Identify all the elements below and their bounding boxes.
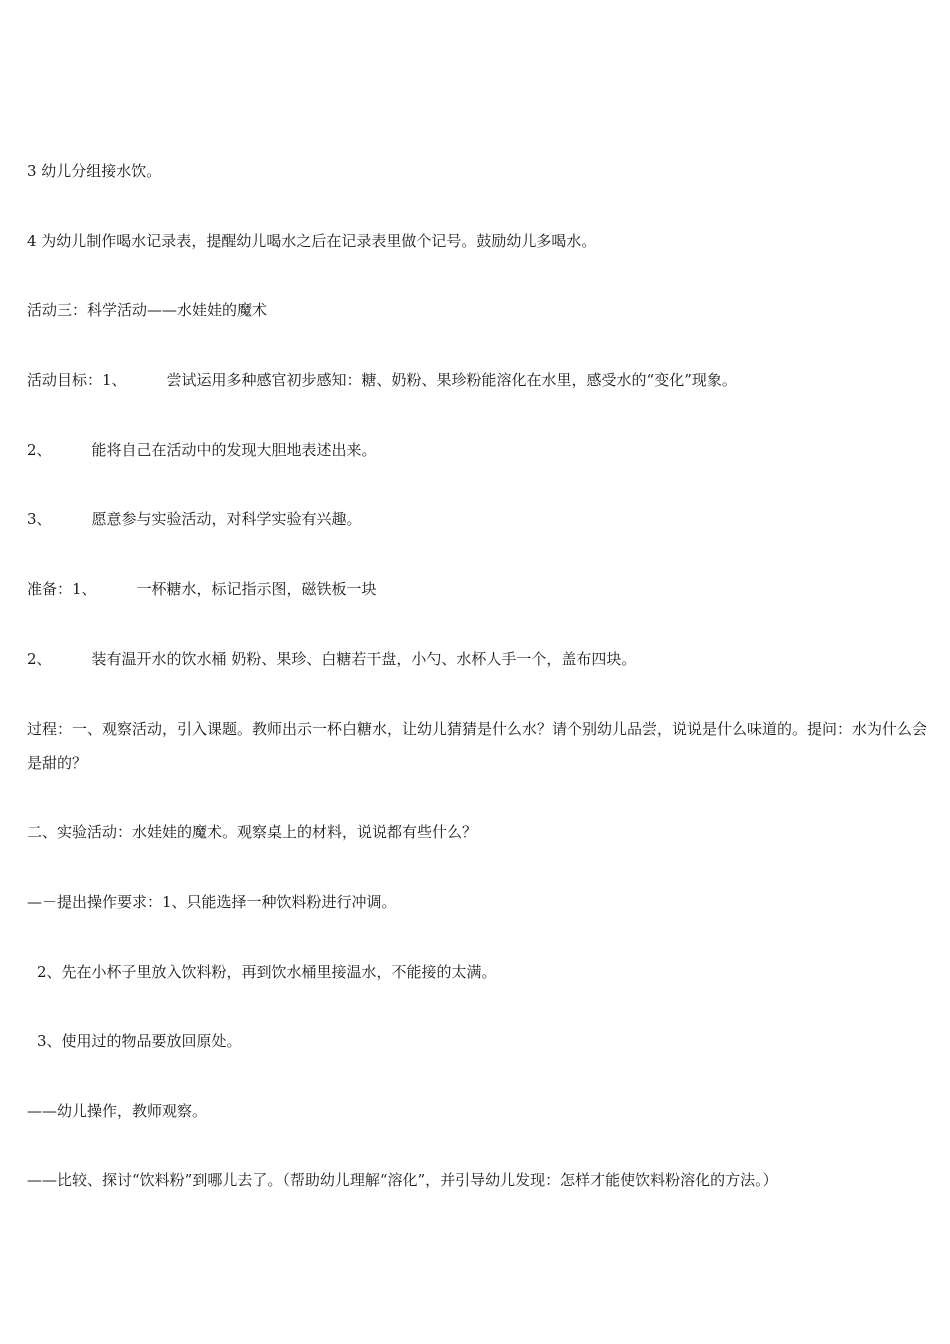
goal-2-label: 2、 bbox=[27, 441, 52, 459]
step-4-paragraph bbox=[27, 224, 927, 258]
process-text: 过程：一、观察活动，引入课题。教师出示一杯白糖水，让幼儿猜猜是什么水？请个别幼儿品尝，说说是什么味道的。提问：水为什么会是甜的？ bbox=[27, 720, 928, 772]
step-3-paragraph bbox=[27, 154, 927, 188]
comparison-text: ——比较、探讨“饮料粉”到哪儿去了。（帮助幼儿理解“溶化”，并引导幼儿发现：怎样才能使饮料粉溶化的方法。） bbox=[27, 1171, 778, 1189]
goal-1-label: 活动目标：1、 bbox=[27, 371, 127, 389]
comparison-paragraph bbox=[27, 1163, 927, 1197]
step-4-text: 4 为幼儿制作喝水记录表，提醒幼儿喝水之后在记录表里做个记号。鼓励幼儿多喝水。 bbox=[27, 232, 597, 250]
goal-3-paragraph bbox=[27, 502, 927, 536]
prep-1-label: 准备：1、 bbox=[27, 580, 97, 598]
requirement-1-paragraph bbox=[27, 885, 927, 919]
prep-1-paragraph bbox=[27, 572, 927, 606]
goal-1-text: 尝试运用多种感官初步感知：糖、奶粉、果珍粉能溶化在水里，感受水的“变化”现象。 bbox=[166, 371, 737, 389]
goal-2-paragraph bbox=[27, 433, 927, 467]
prep-2-paragraph bbox=[27, 642, 927, 676]
prep-2-text: 装有温开水的饮水桶 奶粉、果珍、白糖若干盘，小勺、水杯人手一个，盖布四块。 bbox=[91, 650, 637, 668]
requirement-2-paragraph bbox=[37, 955, 937, 989]
requirement-3-text: 3、使用过的物品要放回原处。 bbox=[37, 1032, 242, 1050]
process-paragraph bbox=[27, 712, 927, 780]
activity-three-title: 活动三：科学活动——水娃娃的魔术 bbox=[27, 301, 268, 319]
requirement-2-text: 2、先在小杯子里放入饮料粉，再到饮水桶里接温水，不能接的太满。 bbox=[37, 963, 497, 981]
step-3-text: 3 幼儿分组接水饮。 bbox=[27, 162, 162, 180]
goal-2-text: 能将自己在活动中的发现大胆地表述出来。 bbox=[91, 441, 377, 459]
activity-three-heading bbox=[27, 293, 927, 327]
goal-3-text: 愿意参与实验活动，对科学实验有兴趣。 bbox=[91, 510, 362, 528]
goal-1-paragraph bbox=[27, 363, 927, 397]
experiment-paragraph bbox=[27, 815, 927, 849]
prep-1-text: 一杯糖水，标记指示图，磁铁板一块 bbox=[136, 580, 377, 598]
operation-paragraph bbox=[27, 1094, 927, 1128]
goal-3-label: 3、 bbox=[27, 510, 52, 528]
prep-2-label: 2、 bbox=[27, 650, 52, 668]
operation-text: ——幼儿操作，教师观察。 bbox=[27, 1102, 208, 1120]
requirement-1-text: —－提出操作要求：1、只能选择一种饮料粉进行冲调。 bbox=[27, 893, 397, 911]
experiment-text: 二、实验活动：水娃娃的魔术。观察桌上的材料，说说都有些什么？ bbox=[27, 823, 478, 841]
requirement-3-paragraph bbox=[37, 1024, 937, 1058]
